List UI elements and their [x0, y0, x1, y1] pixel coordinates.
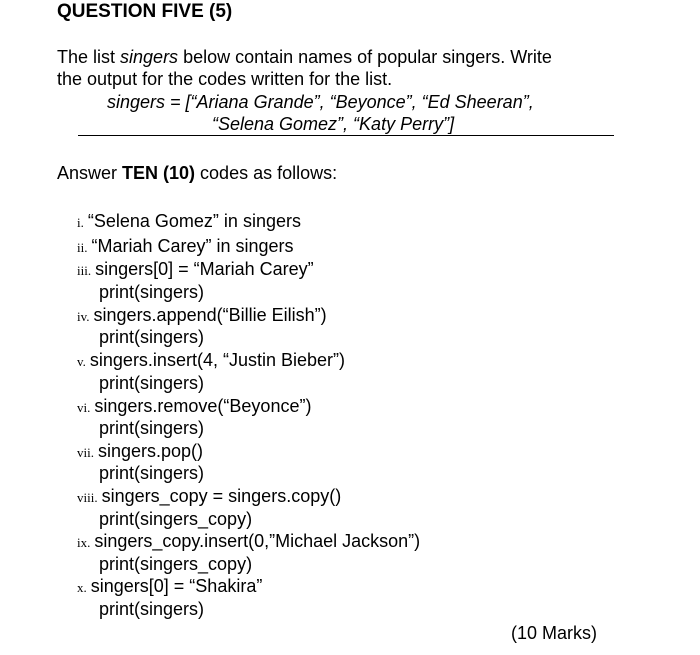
- item-code: singers[0] = “Shakira”: [90, 576, 263, 596]
- question-item: [77, 485, 341, 509]
- instruction-post: codes as follows:: [195, 163, 338, 183]
- question-item: [77, 575, 262, 599]
- question-item: [77, 530, 420, 554]
- question-item: [77, 349, 345, 373]
- item-number: viii.: [77, 490, 98, 505]
- item-number: vii.: [77, 445, 94, 460]
- item-print-line: print(singers): [99, 599, 205, 619]
- item-code: “Mariah Carey” in singers: [91, 236, 294, 256]
- item-number: iv.: [77, 309, 90, 324]
- question-item: [77, 210, 301, 234]
- item-number: iii.: [77, 263, 92, 278]
- item-number: ix.: [77, 535, 91, 550]
- item-code: singers.append(“Billie Eilish”): [93, 305, 327, 325]
- item-print-line: print(singers): [99, 282, 205, 302]
- item-number: v.: [77, 354, 86, 369]
- item-code: singers.insert(4, “Justin Bieber”): [89, 350, 345, 370]
- item-code: singers_copy = singers.copy(): [101, 486, 342, 506]
- item-code: singers[0] = “Mariah Carey”: [95, 259, 314, 279]
- item-print-line: print(singers): [99, 418, 205, 438]
- divider-line: [78, 135, 614, 136]
- intro-line-2: the output for the codes written for the list.: [57, 69, 393, 89]
- list-definition-line-1: singers = [“Ariana Grande”, “Beyonce”, “Ed Sheeran”,: [107, 92, 534, 112]
- intro-line-1: [57, 46, 552, 68]
- question-item: [77, 440, 203, 464]
- item-number: vi.: [77, 400, 91, 415]
- intro-text-pre: The list: [57, 47, 121, 67]
- marks-label: (10 Marks): [511, 623, 598, 643]
- item-print-line: print(singers): [99, 373, 205, 393]
- question-item: [77, 235, 294, 259]
- instruction-line: [57, 162, 337, 184]
- item-print-line: print(singers): [99, 327, 205, 347]
- item-code: “Selena Gomez” in singers: [87, 211, 301, 231]
- question-item: [77, 395, 311, 419]
- item-print-line: print(singers_copy): [99, 554, 253, 574]
- item-number: ii.: [77, 240, 88, 255]
- instruction-count: TEN (10): [122, 163, 196, 183]
- list-definition-line-2: “Selena Gomez”, “Katy Perry”]: [212, 114, 455, 134]
- item-code: singers_copy.insert(0,”Michael Jackson”): [94, 531, 421, 551]
- item-print-line: print(singers): [99, 463, 205, 483]
- question-item: [77, 258, 314, 282]
- instruction-pre: Answer: [57, 163, 123, 183]
- item-number: x.: [77, 580, 87, 595]
- item-code: singers.remove(“Beyonce”): [94, 396, 312, 416]
- item-print-line: print(singers_copy): [99, 509, 253, 529]
- intro-text-post: below contain names of popular singers. Write: [178, 47, 552, 67]
- question-heading: QUESTION FIVE (5): [57, 1, 233, 22]
- item-number: i.: [77, 215, 84, 230]
- question-item: [77, 304, 327, 328]
- intro-singers-word: singers: [120, 47, 179, 67]
- item-code: singers.pop(): [97, 441, 204, 461]
